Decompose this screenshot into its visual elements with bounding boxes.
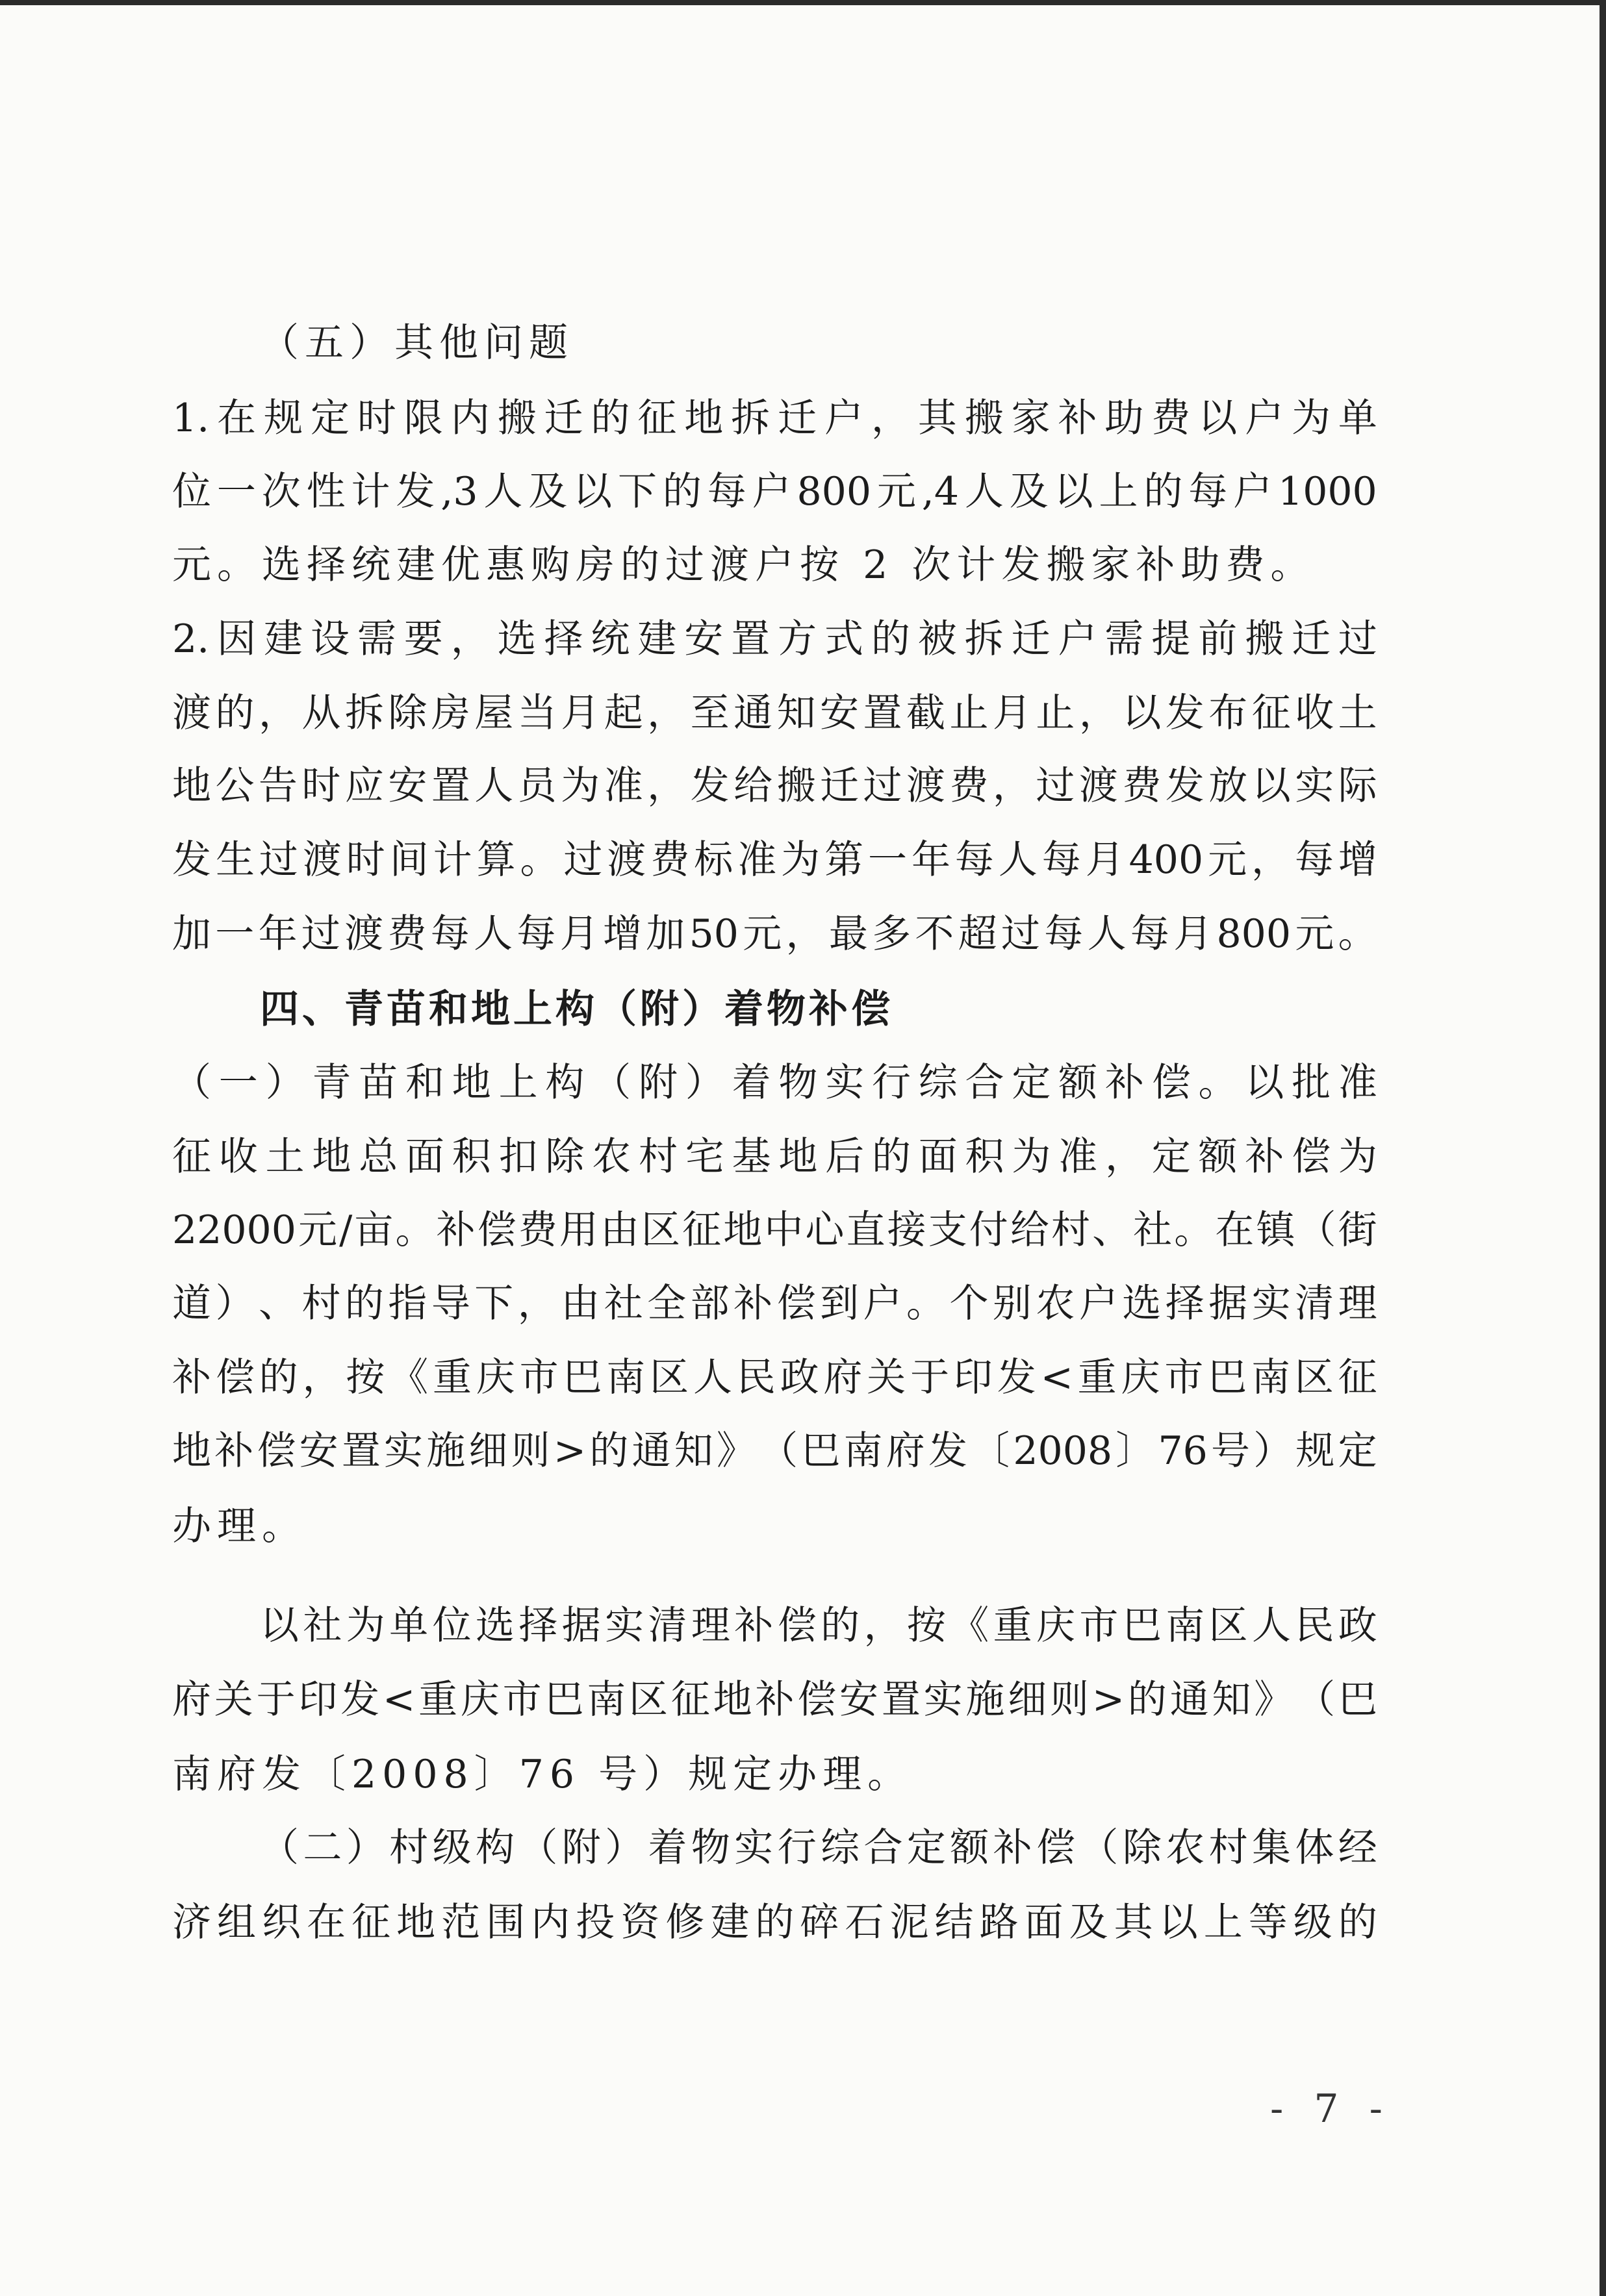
paragraph-line: （ 一 ） 青 苗 和 地 上 构 （ 附 ） 着 物 实 行 综 合 定 额 补 偿 。 以 批 准 (172, 1060, 1377, 1105)
scan-edge-top (0, 0, 1606, 5)
paragraph-line: 1. 在 规 定 时 限 内 搬 迁 的 征 地 拆 迁 户 ， 其 搬 家 补 助 费 以 户 为 单 (172, 396, 1377, 441)
paragraph-line: 元。选择统建优惠购房的过渡户按 2 次计发搬家补助费。 (172, 542, 1316, 588)
paragraph-line: 府 关 于 印 发 < 重 庆 市 巴 南 区 征 地 补 偿 安 置 实 施 细 则 > 的 通 知 》 （ 巴 (172, 1677, 1377, 1722)
section-heading-other-issues: （五）其他问题 (260, 320, 574, 366)
paragraph-line: 补 偿 的 ， 按 《 重 庆 市 巴 南 区 人 民 政 府 关 于 印 发 < 重 庆 市 巴 南 区 征 (172, 1355, 1377, 1400)
paragraph-line: 南府发〔2008〕76 号）规定办理。 (172, 1752, 913, 1797)
paragraph-line: 济 组 织 在 征 地 范 围 内 投 资 修 建 的 碎 石 泥 结 路 面 及 其 以 上 等 级 的 (172, 1900, 1377, 1945)
paragraph-line: 办理。 (172, 1504, 307, 1549)
paragraph-line: 渡 的 ， 从 拆 除 房 屋 当 月 起 ， 至 通 知 安 置 截 止 月 止 ， 以 发 布 征 收 土 (172, 690, 1377, 736)
paragraph-line: 位 一 次 性 计 发 ,3 人 及 以 下 的 每 户 800 元 ,4 人 及 以 上 的 每 户 1000 (172, 469, 1377, 514)
paragraph-line: 2. 因 建 设 需 要 ， 选 择 统 建 安 置 方 式 的 被 拆 迁 户 需 提 前 搬 迁 过 (172, 616, 1377, 662)
paragraph-line: 以 社 为 单 位 选 择 据 实 清 理 补 偿 的 ， 按 《 重 庆 市 巴 南 区 人 民 政 (260, 1603, 1377, 1648)
section-heading-compensation: 四、青苗和地上构（附）着物补偿 (260, 987, 893, 1032)
paragraph-line: （ 二 ） 村 级 构 （ 附 ） 着 物 实 行 综 合 定 额 补 偿 （ 除 农 村 集 体 经 (260, 1825, 1377, 1871)
paragraph-line: 地 补 偿 安 置 实 施 细 则 > 的 通 知 》 （ 巴 南 府 发 〔 2008 〕 76 号 ） 规 定 (172, 1428, 1377, 1474)
page-number: - 7 - (1270, 2086, 1392, 2132)
paragraph-line: 征 收 土 地 总 面 积 扣 除 农 村 宅 基 地 后 的 面 积 为 准 ， 定 额 补 偿 为 (172, 1134, 1377, 1180)
paragraph-line: 加 一 年 过 渡 费 每 人 每 月 增 加 50 元 ， 最 多 不 超 过 每 人 每 月 800 元 。 (172, 911, 1377, 957)
paragraph-line: 地 公 告 时 应 安 置 人 员 为 准 ， 发 给 搬 迁 过 渡 费 ， 过 渡 费 发 放 以 实 际 (172, 763, 1377, 809)
scan-edge-right (1600, 0, 1606, 2296)
paragraph-line: 22000 元 / 亩 。 补 偿 费 用 由 区 征 地 中 心 直 接 支 付 给 村 、 社 。 在 镇 （ 街 (172, 1207, 1377, 1253)
paragraph-line: 道 ） 、 村 的 指 导 下 ， 由 社 全 部 补 偿 到 户 。 个 别 农 户 选 择 据 实 清 理 (172, 1281, 1377, 1326)
paragraph-line: 发 生 过 渡 时 间 计 算 。 过 渡 费 标 准 为 第 一 年 每 人 每 月 400 元 ， 每 增 (172, 837, 1377, 883)
